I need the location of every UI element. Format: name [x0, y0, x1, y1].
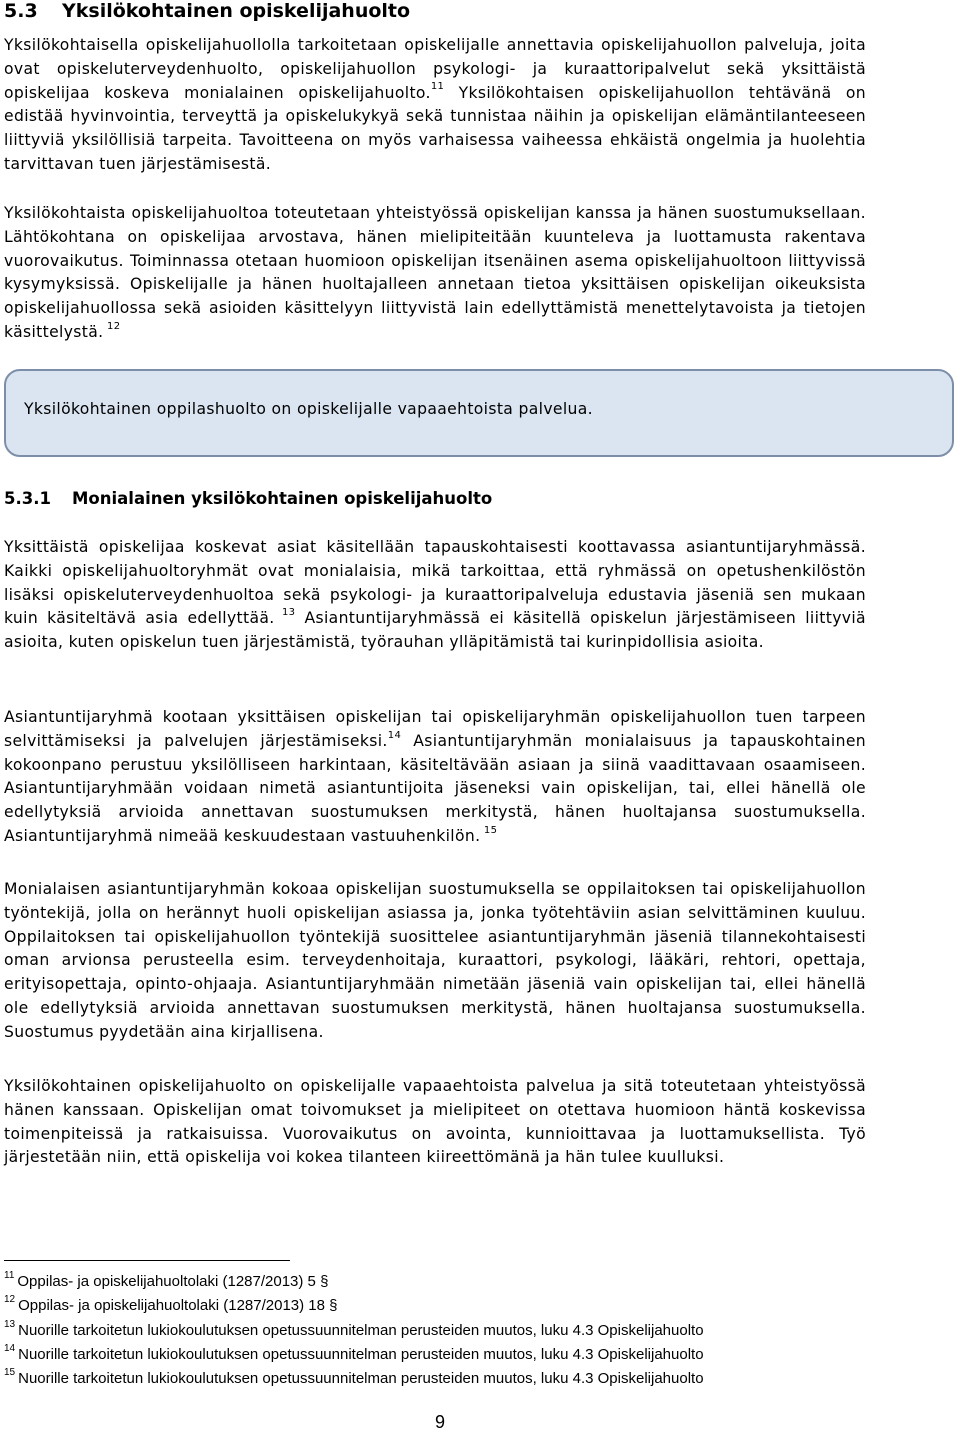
footnote [4, 1319, 904, 1343]
callout-box [4, 369, 954, 457]
page-number: 9 [434, 1412, 445, 1432]
paragraph-composition [4, 878, 866, 1045]
paragraph-voluntary [4, 1075, 866, 1170]
paragraph-text: Yksilökohtaisen opiskelijahuollon tehtävänä on edistää hyvinvointia, terveyttä ja opiskelukykyä sekä tunnistaa näihin ja opiskelijan elämäntilanteeseen liittyviä yksilöllisiä tarpeita. Tavoitteena on myös varhaisessa vaiheessa ehkäistä ongelmia ja huolehtia tarvittavan tuen järjestämisestä. [4, 83, 866, 173]
footnote-number: 15 [4, 1367, 16, 1379]
paragraph-intro [4, 34, 866, 177]
footnote-reference: 12 [103, 320, 121, 332]
footnote-text: Nuorille tarkoitetun lukiokoulutuksen opetussuunnitelman perusteiden muutos, luku 4.3 Opiskelijahuolto [18, 1345, 704, 1363]
section-heading [4, 0, 410, 22]
subsection-heading [4, 488, 492, 510]
footnote [4, 1367, 904, 1391]
footnote-text: Oppilas- ja opiskelijahuoltolaki (1287/2013) 5 § [17, 1273, 329, 1290]
paragraph-text: Asiantuntijaryhmä kootaan yksittäisen opiskelijan tai opiskelijaryhmän opiskelijahuollon tuen tarpeen selvittämiseksi ja palvelujen järjestämiseksi. [4, 708, 866, 750]
section-title: Yksilökohtainen opiskelijahuolto [62, 0, 411, 22]
subsection-number: 5.3.1 [4, 489, 51, 508]
paragraph-text: Asiantuntijaryhmässä ei käsitellä opiskelun järjestämiseen liittyviä asioita, kuten opiskelun tuen järjestämistä, työrauhan ylläpitämistä tai kurinpidollisia asioita. [4, 609, 866, 652]
section-number: 5.3 [4, 0, 38, 22]
footnotes [4, 1270, 904, 1391]
footnote [4, 1343, 904, 1367]
paragraph-text: Yksittäistä opiskelijaa koskevat asiat käsitellään tapauskohtaisesti koottavassa asiantuntijaryhmässä. Kaikki opiskelijahuoltoryhmät ovat monialaisia, mikä tarkoittaa, että ryhmässä on opetushenkilöstön lisäksi opiskeluterveydenhuoltoa sekä psykologi- ja kuraattoripalveluja edustavia jäseniä sen mukaan kuin käsiteltävä asia edellyttää. [4, 538, 866, 628]
footnote-text: Oppilas- ja opiskelijahuoltolaki (1287/2013) 18 § [18, 1297, 338, 1315]
footnote-text: Nuorille tarkoitetun lukiokoulutuksen opetussuunnitelman perusteiden muutos, luku 4.3 Opiskelijahuolto [18, 1370, 704, 1388]
footnote [4, 1294, 904, 1318]
paragraph-text: Monialaisen asiantuntijaryhmän kokoaa opiskelijan suostumuksella se oppilaitoksen tai opiskelijahuollon työntekijä, jolla on herännyt huoli opiskelijan asiassa ja, jonka työtehtäviin asian selvittäminen kuuluu. Oppilaitoksen tai opiskelijahuollon työntekijä suosittelee asiantuntijaryhmän jäseniä tilannekohtaisesti oman arvionsa perusteella esim. terveydenhoitaja, kuraattori, psykologi, lääkäri, rehtori, opettaja, erityisopettaja, opinto-ohjaaja. Asiantuntijaryhmään nimetään jäseniä vain opiskelijan tai, ellei hänellä ole edellytyksiä arvioida annettavan suostumuksen merkitystä, hänen huoltajansa suostumuksella. Suostumus pyydetään aina kirjallisena. [4, 880, 866, 1041]
footnote-number: 13 [4, 1318, 16, 1330]
footnote-number: 11 [4, 1270, 15, 1281]
footnote-reference: 14 [387, 729, 402, 741]
footnote [4, 1270, 904, 1294]
paragraph-cooperation [4, 202, 866, 345]
paragraph-text: Yksilökohtainen opiskelijahuolto on opiskelijalle vapaaehtoista palvelua ja sitä toteutetaan yhteistyössä hänen kanssaan. Opiskelijan omat toivomukset ja mielipiteet on otettava huomioon häntä koskevissa toimenpiteissä ja ratkaisuissa. Vuorovaikutus on avointa, kunnioittavaa ja luottamuksellista. Työ järjestetään niin, että opiskelija voi kokea tilanteen kiireettömänä ja hän tulee kuulluksi. [4, 1077, 866, 1167]
callout-text: Yksilökohtainen oppilashuolto on opiskelijalle vapaaehtoista palvelua. [24, 400, 593, 418]
subsection-title: Monialainen yksilökohtainen opiskelijahuolto [72, 489, 493, 508]
paragraph-group-assembly [4, 706, 866, 849]
footnote-reference: 13 [274, 607, 296, 619]
paragraph-text: Yksilökohtaista opiskelijahuoltoa toteutetaan yhteistyössä opiskelijan kanssa ja hänen suostumuksellaan. Lähtökohtana on opiskelijaa arvostava, hänen mielipiteitään kuunteleva ja luottamusta rakentava vuorovaikutus. Toiminnassa otetaan huomioon opiskelijan itsenäinen asema opiskelijahuoltoon liittyvissä kysymyksissä. Opiskelijalle ja hänen huoltajalleen annetaan tietoa yksittäisen opiskelijan oikeuksista opiskelijahuollossa sekä asioiden käsittelyyn liittyvistä lain edellyttämistä menettelytavoista ja tietojen käsittelystä. [4, 204, 866, 341]
footnote-number: 12 [4, 1294, 16, 1306]
footnote-separator [4, 1260, 290, 1261]
paragraph-expert-group [4, 536, 866, 655]
footnote-reference: 15 [480, 824, 498, 836]
footnote-number: 14 [4, 1342, 16, 1354]
paragraph-text: Asiantuntijaryhmän monialaisuus ja tapauskohtainen kokoonpano perustuu yksilölliseen harkintaan, käsiteltävään asiaan ja siinä vaadittavaan osaamiseen. Asiantuntijaryhmään voidaan nimetä asiantuntijoita jäseneksi vain opiskelijan, tai, ellei hänellä ole edellytyksiä arvioida annettavan suostumuksen merkitystä, hänen huoltajansa suostumuksella. Asiantuntijaryhmä nimeää keskuudestaan vastuuhenkilön. [4, 731, 867, 845]
footnote-reference: 11 [430, 81, 445, 93]
paragraph-text: Yksilökohtaisella opiskelijahuollolla tarkoitetaan opiskelijalle annettavia opiskelijahuollon palveluja, joita ovat opiskeluterveydenhuolto, opiskelijahuollon psykologi- ja kuraattoripalvelut sekä yksittäistä opiskelijaa koskeva monialainen opiskelijahuolto. [4, 36, 866, 102]
footnote-text: Nuorille tarkoitetun lukiokoulutuksen opetussuunnitelman perusteiden muutos, luku 4.3 Opiskelijahuolto [18, 1321, 704, 1339]
